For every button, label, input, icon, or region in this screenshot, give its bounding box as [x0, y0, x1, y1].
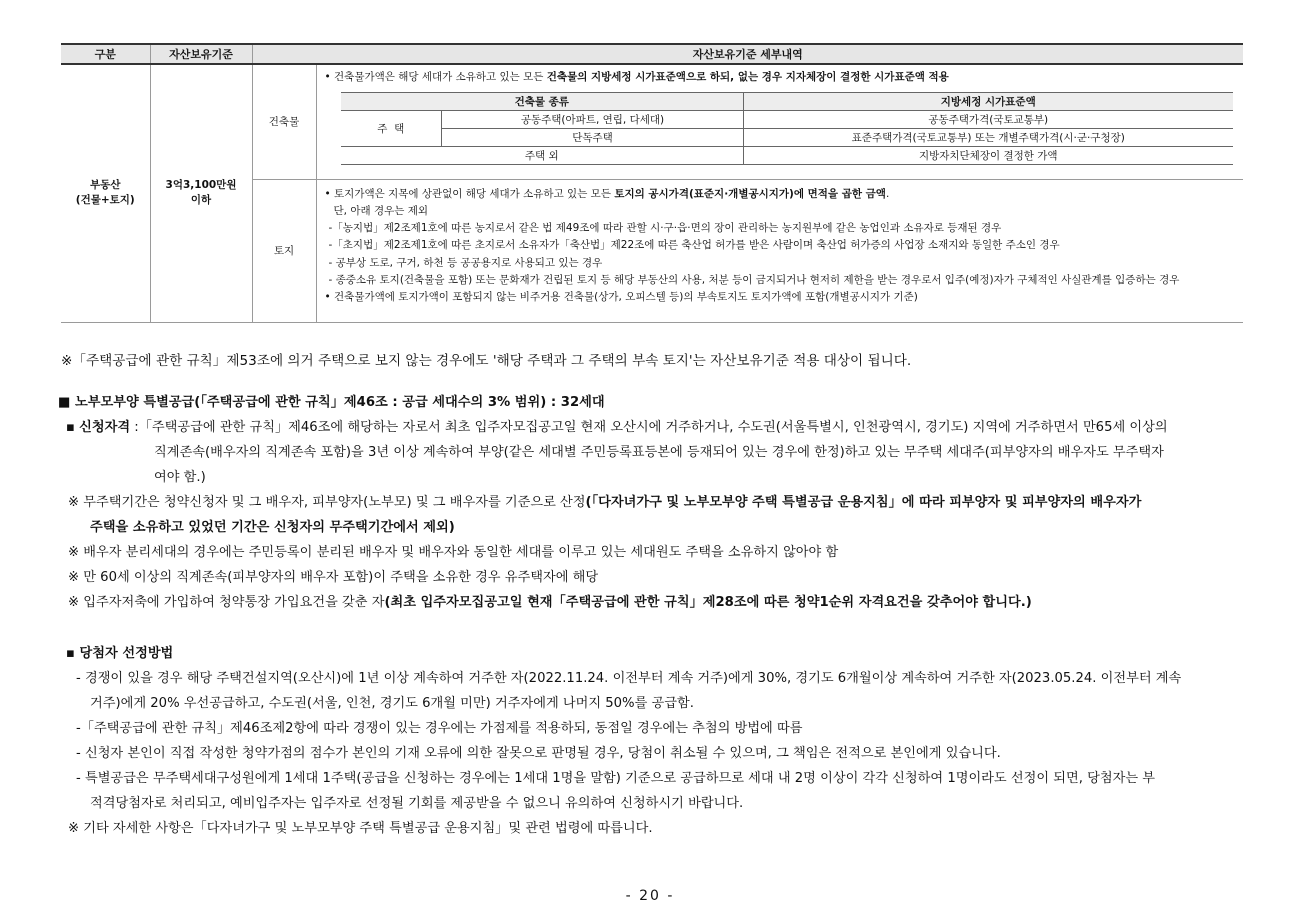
- selection-item-cont: 적격당첨자로 처리되고, 예비입주자는 입주자로 선정될 기회를 제공받을 수 없으니 유의하여 신청하시기 바랍니다.: [90, 796, 744, 811]
- inner-cell: 공동주택(아파트, 연립, 다세대): [442, 111, 744, 129]
- selection-item: - 신청자 본인이 직접 작성한 청약가점의 점수가 본인의 기재 오류에 의한 잘못으로 판명될 경우, 당첨이 취소될 수 있으며, 그 책임은 전적으로 본인에게 있습니다.: [76, 746, 1001, 761]
- qualification-text: :「주택공급에 관한 규칙」제46조에 해당하는 자로서 최초 입주자모집공고일 현재 오산시에 거주하거나, 수도권(서울특별시, 인천광역시, 경기도) 지역에 거주하면서 만65세 이상의: [130, 420, 1168, 435]
- note-homeless-text: ※ 무주택기간은 청약신청자 및 그 배우자, 피부양자(노부모) 및 그 배우자를 기준으로 산정: [68, 495, 586, 510]
- note-savings-text: ※ 입주자저축에 가입하여 청약통장 가입요건을 갖춘 자: [68, 595, 385, 610]
- selection-item: - 특별공급은 무주택세대구성원에게 1세대 1주택(공급을 신청하는 경우에는 1세대 1명을 말함) 기준으로 공급하므로 세대 내 2명 이상이 각각 신청하여 1명이라도 선정이 되면, 당첨자는 부: [76, 771, 1156, 786]
- section-title: ■ 노부모부양 특별공급(「주택공급에 관한 규칙」제46조 : 공급 세대수의 3% 범위) : 32세대: [58, 395, 605, 410]
- criterion-line-1: 3억3,100만원: [165, 179, 237, 192]
- note-elderly: ※ 만 60세 이상의 직계존속(피부양자의 배우자 포함)이 주택을 소유한 경우 유주택자에 해당: [68, 570, 599, 585]
- note-homeless-cont: 주택을 소유하고 있었던 기간은 신청자의 무주택기간에서 제외): [90, 520, 455, 535]
- note-savings-bold: (최초 입주자모집공고일 현재「주택공급에 관한 규칙」제28조에 따른 청약1순위 자격요건을 갖추어야 합니다.): [384, 595, 1032, 610]
- land-exception-item: - 공부상 도로, 구거, 하천 등 공공용지로 사용되고 있는 경우: [328, 256, 603, 269]
- inner-cell: 표준주택가격(국토교통부) 또는 개별주택가격(시·군·구청장): [744, 129, 1233, 147]
- selection-item: - 경쟁이 있을 경우 해당 주택건설지역(오산시)에 1년 이상 계속하여 거주한 자(2022.11.24. 이전부터 계속 거주)에게 30%, 경기도 6개월이상 계속하여 거주한 자(2023.05.24. 이전부터 계속: [76, 671, 1182, 686]
- qualification-line-2: 직계존속(배우자의 직계존속 포함)을 3년 이상 계속하여 부양(같은 세대별 주민등록표등본에 등재되어 있는 경우에 한정)하고 있는 무주택 세대주(피부양자의 배우자도 무주택자: [154, 445, 1164, 460]
- land-rule-text: • 토지가액은 지목에 상관없이 해당 세대가 소유하고 있는 모든: [324, 187, 615, 200]
- inner-header-value: 지방세정 시가표준액: [744, 93, 1233, 111]
- land-label: 토지: [252, 179, 316, 322]
- table-header-row: [61, 44, 1243, 64]
- selection-title: ▪ 당첨자 선정방법: [66, 646, 174, 661]
- category-cell: [61, 64, 150, 322]
- building-rule-text: • 건축물가액은 해당 세대가 소유하고 있는 모든: [324, 71, 547, 83]
- building-label: 건축물: [252, 64, 316, 179]
- page-number: - 20 -: [625, 888, 675, 904]
- building-rule: [325, 69, 1238, 86]
- land-extra-rule: • 건축물가액에 토지가액이 포함되지 않는 비주거용 건축물(상가, 오피스텔 등)의 부속토지도 토지가액에 포함(개별공시지가 기준): [324, 291, 918, 304]
- note-homeless-bold: (「다자녀가구 및 노부모부양 주택 특별공급 운용지침」에 따라 피부양자 및 피부양자의 배우자가: [585, 495, 1142, 510]
- category-line-2: (건물+토지): [75, 194, 135, 207]
- land-rule-end: .: [885, 187, 890, 200]
- inner-cell: 공동주택가격(국토교통부): [744, 111, 1233, 129]
- selection-item-cont: 거주)에게 20% 우선공급하고, 수도권(서울, 인천, 경기도 6개월 미만) 거주자에게 나머지 50%를 공급함.: [90, 696, 694, 711]
- land-rule: [325, 186, 1238, 203]
- building-rule-bold: 건축물의 지방세정 시가표준액으로 하되, 없는 경우 지자체장이 결정한 시가표준액 적용: [546, 71, 949, 83]
- housing-label: 주 택: [341, 111, 442, 147]
- inner-cell: 주택 외: [341, 147, 744, 165]
- qualification-line-1: ▪ 신청자격 :「주택공급에 관한 규칙」제46조에 해당하는 자로서 최초 입주자모집공고일 현재 오산시에 거주하거나, 수도권(서울특별시, 인천광역시, 경기도) 지역에 거주하면서 만65세 이상의: [66, 420, 1168, 435]
- criterion-line-2: 이하: [190, 194, 212, 207]
- land-detail: [316, 179, 1243, 322]
- criterion-cell: [150, 64, 252, 322]
- land-rule-bold: 토지의 공시가격(표준지·개별공시지가)에 면적을 곱한 금액: [614, 187, 886, 200]
- selection-item: -「주택공급에 관한 규칙」제46조제2항에 따라 경쟁이 있는 경우에는 가점제를 적용하되, 동점일 경우에는 추첨의 방법에 따름: [76, 721, 803, 736]
- note-savings: [68, 594, 1032, 612]
- inner-cell: 지방자치단체장이 결정한 가액: [744, 147, 1233, 165]
- note-homeless-period: [68, 494, 1141, 512]
- building-detail: [316, 64, 1243, 179]
- note-other: ※ 기타 자세한 사항은「다자녀가구 및 노부모부양 주택 특별공급 운용지침」및 관련 법령에 따릅니다.: [68, 821, 653, 836]
- qualification-line-3: 여야 함.): [154, 470, 206, 485]
- building-type-table: [341, 92, 1233, 165]
- land-exception-item: -「초지법」제2조제1호에 따른 초지로서 소유자가「축산법」제22조에 따른 축산업 허가를 받은 사람이며 축산업 허가증의 사업장 소재지와 동일한 주소인 경우: [328, 239, 1060, 252]
- header-category: 구분: [61, 44, 150, 64]
- land-exception-item: - 종중소유 토지(건축물을 포함) 또는 문화재가 건립된 토지 등 해당 부동산의 사용, 처분 등이 금지되거나 현저히 제한을 받는 경우로서 입주(예정)자가 구체적인 사실관계를 입증하는 경우: [328, 273, 1180, 286]
- inner-cell: 단독주택: [442, 129, 744, 147]
- qualification-label: 신청자격: [79, 420, 131, 435]
- land-exception-intro: 단, 아래 경우는 제외: [333, 204, 428, 217]
- note-spouse: ※ 배우자 분리세대의 경우에는 주민등록이 분리된 배우자 및 배우자와 동일한 세대를 이루고 있는 세대원도 주택을 소유하지 않아야 함: [68, 545, 839, 560]
- land-exception-item: -「농지법」제2조제1호에 따른 농지로서 같은 법 제49조에 따라 관할 시·구·읍·면의 장이 관리하는 농지원부에 같은 농업인과 소유자로 등재된 경우: [328, 222, 1002, 235]
- category-line-1: 부동산: [90, 179, 121, 192]
- table-row-building: [61, 64, 1243, 179]
- header-detail: 자산보유기준 세부내역: [252, 44, 1243, 64]
- note-article-53: ※「주택공급에 관한 규칙」제53조에 의거 주택으로 보지 않는 경우에도 '해당 주택과 그 주택의 부속 토지'는 자산보유기준 적용 대상이 됩니다.: [61, 353, 912, 369]
- header-criterion: 자산보유기준: [150, 44, 252, 64]
- asset-criteria-table: [61, 43, 1243, 323]
- inner-header-type: 건축물 종류: [341, 93, 744, 111]
